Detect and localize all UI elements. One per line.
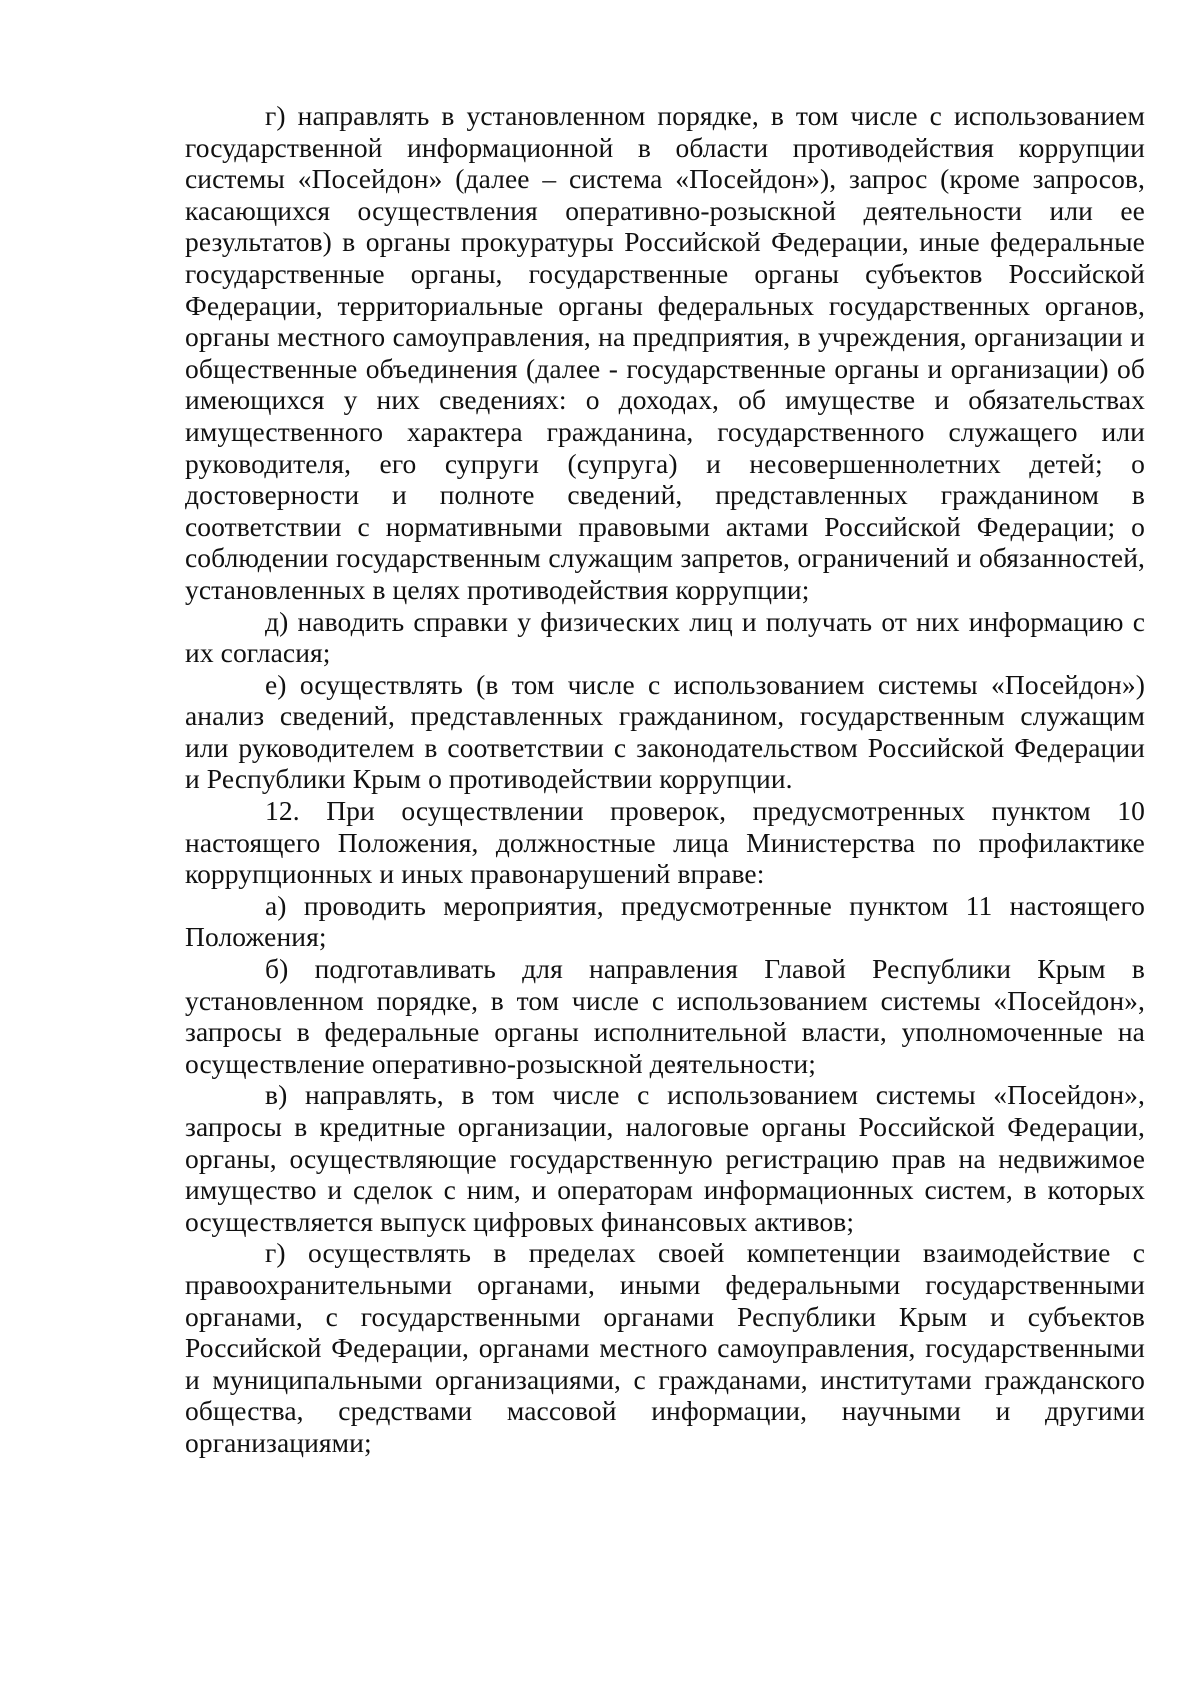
- paragraph-d-inquiries: д) наводить справки у физических лиц и получать от них информацию с их согласия;: [185, 605, 1145, 669]
- document-body: [185, 100, 1145, 1459]
- paragraph-12-heading: 12. При осуществлении проверок, предусмотренных пунктом 10 настоящего Положения, должностные лица Министерства по профилактике коррупционных и иных правонарушений вправе:: [185, 795, 1145, 890]
- paragraph-e-analysis: е) осуществлять (в том числе с использованием системы «Посейдон») анализ сведений, представленных гражданином, государственным служащим или руководителем в соответствии с законодательством Российской Федерации и Республики Крым о противодействии коррупции.: [185, 668, 1145, 795]
- paragraph-g-cooperation: г) осуществлять в пределах своей компетенции взаимодействие с правоохранительными органами, иными федеральными государственными органами, с государственными органами Республики Крым и субъектов Российской Федерации, органами местного самоуправления, государственными и муниципальными организациями, с гражданами, институтами гражданского общества, средствами массовой информации, научными и другими организациями;: [185, 1237, 1145, 1458]
- paragraph-b-prepare-requests: б) подготавливать для направления Главой Республики Крым в установленном порядке, в том числе с использованием системы «Посейдон», запросы в федеральные органы исполнительной власти, уполномоченные на осуществление оперативно-розыскной деятельности;: [185, 953, 1145, 1079]
- paragraph-a-measures: а) проводить мероприятия, предусмотренные пунктом 11 настоящего Положения;: [185, 889, 1145, 953]
- paragraph-v-send-requests: в) направлять, в том числе с использованием системы «Посейдон», запросы в кредитные организации, налоговые органы Российской Федерации, органы, осуществляющие государственную регистрацию прав на недвижимое имущество и сделок с ним, и операторам информационных систем, в которых осуществляется выпуск цифровых финансовых активов;: [185, 1079, 1145, 1237]
- paragraph-g-requests: г) направлять в установленном порядке, в том числе с использованием государственной информационной в области противодействия коррупции системы «Посейдон» (далее – система «Посейдон»), запрос (кроме запросов, касающихся осуществления оперативно-розыскной деятельности или ее результатов) в органы прокуратуры Российской Федерации, иные федеральные государственные органы, государственные органы субъектов Российской Федерации, территориальные органы федеральных государственных органов, органы местного самоуправления, на предприятия, в учреждения, организации и общественные объединения (далее - государственные органы и организации) об имеющихся у них сведениях: о доходах, об имуществе и обязательствах имущественного характера гражданина, государственного служащего или руководителя, его супруги (супруга) и несовершеннолетних детей; о достоверности и полноте сведений, представленных гражданином в соответствии с нормативными правовыми актами Российской Федерации; о соблюдении государственным служащим запретов, ограничений и обязанностей, установленных в целях противодействия коррупции;: [185, 100, 1145, 605]
